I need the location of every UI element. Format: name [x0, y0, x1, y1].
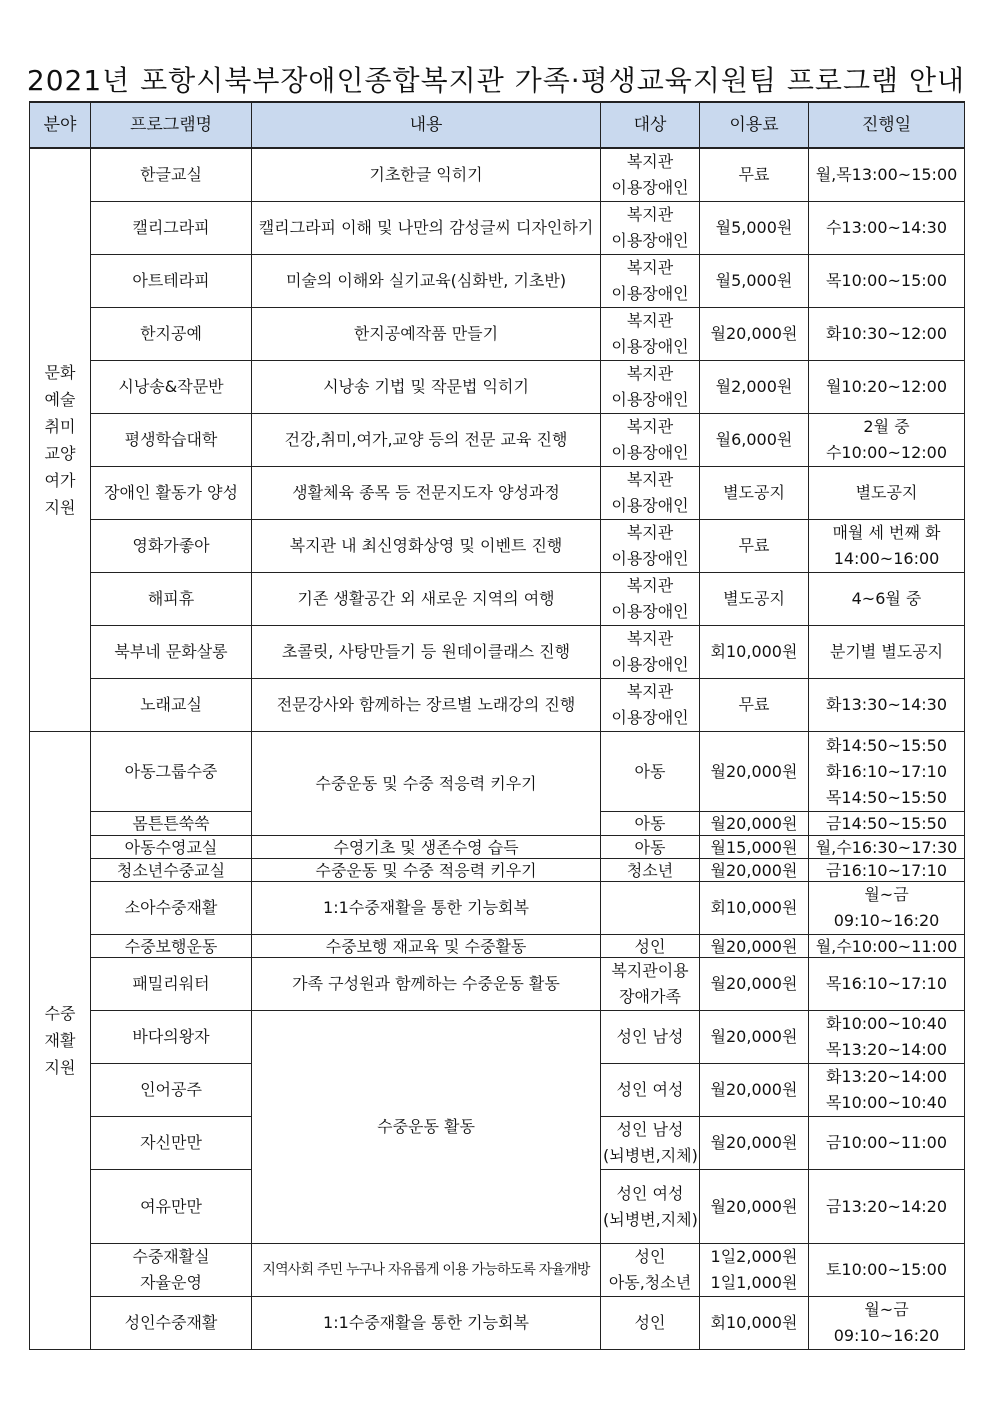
program-name: 수중보행운동 — [91, 935, 252, 958]
program-content: 시낭송 기법 및 작문법 익히기 — [252, 361, 601, 414]
program-name: 시낭송&작문반 — [91, 361, 252, 414]
program-schedule-line: 목10:00~15:00 — [825, 271, 948, 290]
table-row — [30, 361, 965, 414]
program-name-line: 수중재활실 — [132, 1247, 210, 1266]
category-cell-line: 수중 — [44, 1004, 76, 1023]
category-cell-line: 교양 — [44, 444, 76, 463]
program-schedule — [809, 202, 965, 255]
program-name: 캘리그라피 — [91, 202, 252, 255]
program-target-line: 이용장애인 — [611, 549, 689, 568]
program-fee: 회10,000원 — [700, 1297, 809, 1350]
program-target — [601, 1244, 700, 1297]
header-field: 분야 — [30, 102, 91, 148]
table-row — [30, 148, 965, 202]
table-row — [30, 836, 965, 859]
program-target — [601, 958, 700, 1011]
table-row — [30, 1244, 965, 1297]
program-content: 수영기초 및 생존수영 습득 — [252, 836, 601, 859]
program-fee — [700, 1244, 809, 1297]
program-target-line: 성인 — [634, 1247, 666, 1266]
program-schedule — [809, 732, 965, 812]
program-target-line: 복지관 — [626, 523, 674, 542]
program-target-line: 성인 — [634, 936, 666, 956]
program-target-line: 청소년 — [626, 860, 674, 880]
program-schedule — [809, 882, 965, 935]
program-target — [601, 732, 700, 812]
program-schedule — [809, 958, 965, 1011]
program-fee: 월20,000원 — [700, 1064, 809, 1117]
program-target-line: 이용장애인 — [611, 390, 689, 409]
program-content: 1:1수중재활을 통한 기능회복 — [252, 882, 601, 935]
program-schedule-line: 토10:00~15:00 — [825, 1260, 948, 1279]
program-name: 성인수중재활 — [91, 1297, 252, 1350]
program-target-line: 복지관 — [626, 152, 674, 171]
program-name: 패밀리워터 — [91, 958, 252, 1011]
program-target-line: 복지관 — [626, 682, 674, 701]
table-row — [30, 202, 965, 255]
program-schedule — [809, 679, 965, 732]
program-name: 장애인 활동가 양성 — [91, 467, 252, 520]
category-cell-line: 취미 — [44, 417, 76, 436]
table-row — [30, 467, 965, 520]
program-schedule-line: 월,목13:00~15:00 — [815, 165, 958, 184]
program-target-line: 아동 — [634, 837, 666, 857]
program-name: 여유만만 — [91, 1170, 252, 1244]
program-name: 인어공주 — [91, 1064, 252, 1117]
program-schedule-line: 14:00~16:00 — [833, 549, 940, 568]
program-schedule — [809, 467, 965, 520]
table-row — [30, 679, 965, 732]
header-target: 대상 — [601, 102, 700, 148]
program-target-line: 복지관 — [626, 629, 674, 648]
program-schedule — [809, 414, 965, 467]
program-name: 청소년수중교실 — [91, 859, 252, 882]
table-row — [30, 573, 965, 626]
program-target — [601, 1011, 700, 1064]
program-target-line: 아동,청소년 — [608, 1273, 692, 1292]
program-schedule-line: 화16:10~17:10 — [825, 761, 948, 781]
program-content: 지역사회 주민 누구나 자유롭게 이용 가능하도록 자율개방 — [252, 1244, 601, 1297]
program-schedule-line: 월~금 — [864, 1300, 909, 1319]
program-schedule-line: 목13:20~14:00 — [825, 1040, 948, 1059]
program-fee: 월6,000원 — [700, 414, 809, 467]
table-row — [30, 414, 965, 467]
program-name: 아동수영교실 — [91, 836, 252, 859]
program-fee: 별도공지 — [700, 573, 809, 626]
program-schedule-line: 월,수10:00~11:00 — [815, 936, 958, 956]
program-fee: 월5,000원 — [700, 202, 809, 255]
program-fee: 별도공지 — [700, 467, 809, 520]
program-target — [601, 1170, 700, 1244]
program-target-line: 장애가족 — [619, 987, 681, 1006]
table-row — [30, 935, 965, 958]
program-schedule-line: 화10:00~10:40 — [825, 1014, 948, 1033]
program-schedule — [809, 520, 965, 573]
page-title: 2021년 포항시북부장애인종합복지관 가족·평생교육지원팀 프로그램 안내 — [26, 63, 966, 97]
table-row — [30, 958, 965, 1011]
program-content: 수중보행 재교육 및 수중활동 — [252, 935, 601, 958]
program-schedule-line: 목16:10~17:10 — [825, 974, 948, 993]
program-schedule-line: 별도공지 — [855, 483, 918, 502]
program-content: 수중운동 활동 — [252, 1011, 601, 1244]
program-name: 한지공예 — [91, 308, 252, 361]
program-target-line: 복지관 — [626, 311, 674, 330]
program-target-line: 이용장애인 — [611, 602, 689, 621]
program-target-line: 성인 — [634, 1313, 666, 1332]
program-target-line: 성인 남성 — [616, 1120, 684, 1139]
program-fee: 월2,000원 — [700, 361, 809, 414]
table-row — [30, 859, 965, 882]
program-schedule — [809, 1064, 965, 1117]
program-name: 해피휴 — [91, 573, 252, 626]
program-name: 아트테라피 — [91, 255, 252, 308]
program-name: 소아수중재활 — [91, 882, 252, 935]
program-schedule-line: 수10:00~12:00 — [825, 443, 948, 462]
program-name: 한글교실 — [91, 148, 252, 202]
program-schedule-line: 2월 중 — [863, 417, 910, 436]
program-target-line: 복지관 — [626, 417, 674, 436]
program-content: 수중운동 및 수중 적응력 키우기 — [252, 732, 601, 836]
program-schedule-line: 금10:00~11:00 — [825, 1133, 948, 1152]
header-schedule: 진행일 — [809, 102, 965, 148]
category-cell — [30, 732, 91, 1350]
program-fee: 월20,000원 — [700, 732, 809, 812]
program-schedule-line: 화13:20~14:00 — [825, 1067, 948, 1086]
table-row — [30, 255, 965, 308]
program-target-line: 성인 여성 — [616, 1183, 684, 1203]
program-fee: 월20,000원 — [700, 1011, 809, 1064]
program-target-line: (뇌병변,지체) — [603, 1209, 698, 1229]
program-schedule — [809, 1170, 965, 1244]
program-fee: 무료 — [700, 520, 809, 573]
program-target — [601, 308, 700, 361]
program-schedule-line: 목14:50~15:50 — [825, 787, 948, 807]
program-target-line: 복지관 — [626, 576, 674, 595]
program-fee: 무료 — [700, 148, 809, 202]
program-fee: 월20,000원 — [700, 308, 809, 361]
program-content: 가족 구성원과 함께하는 수중운동 활동 — [252, 958, 601, 1011]
program-target-line: 이용장애인 — [611, 178, 689, 197]
program-schedule — [809, 1297, 965, 1350]
table-row — [30, 626, 965, 679]
program-target-line: 성인 여성 — [616, 1080, 684, 1099]
program-target — [601, 573, 700, 626]
program-target — [601, 1297, 700, 1350]
program-schedule-line: 월10:20~12:00 — [825, 377, 948, 396]
program-target — [601, 255, 700, 308]
program-name: 영화가좋아 — [91, 520, 252, 573]
program-schedule-line: 화14:50~15:50 — [825, 735, 948, 755]
program-target — [601, 935, 700, 958]
program-name: 몸튼튼쑥쑥 — [91, 812, 252, 836]
program-schedule-line: 분기별 별도공지 — [829, 642, 944, 661]
program-name: 북부네 문화살롱 — [91, 626, 252, 679]
program-fee: 월20,000원 — [700, 958, 809, 1011]
program-content: 수중운동 및 수중 적응력 키우기 — [252, 859, 601, 882]
category-cell — [30, 148, 91, 732]
table-row — [30, 1297, 965, 1350]
program-target-line: 이용장애인 — [611, 337, 689, 356]
program-schedule-line: 월~금 — [864, 885, 909, 904]
program-target-line: (뇌병변,지체) — [603, 1146, 698, 1165]
table-row — [30, 732, 965, 812]
program-schedule-line: 09:10~16:20 — [833, 1326, 940, 1345]
program-target — [601, 148, 700, 202]
program-schedule-line: 금16:10~17:10 — [825, 860, 948, 880]
program-schedule — [809, 1011, 965, 1064]
program-schedule — [809, 361, 965, 414]
program-target — [601, 679, 700, 732]
program-target — [601, 859, 700, 882]
program-target — [601, 202, 700, 255]
program-content: 기존 생활공간 외 새로운 지역의 여행 — [252, 573, 601, 626]
program-content: 전문강사와 함께하는 장르별 노래강의 진행 — [252, 679, 601, 732]
program-schedule — [809, 859, 965, 882]
program-name: 평생학습대학 — [91, 414, 252, 467]
program-schedule-line: 목10:00~10:40 — [825, 1093, 948, 1112]
program-schedule-line: 금13:20~14:20 — [825, 1196, 948, 1216]
program-schedule — [809, 812, 965, 836]
program-fee: 월20,000원 — [700, 859, 809, 882]
program-target-line: 복지관이용 — [611, 961, 689, 980]
program-content: 미술의 이해와 실기교육(심화반, 기초반) — [252, 255, 601, 308]
program-target-line: 복지관 — [626, 364, 674, 383]
table-row — [30, 308, 965, 361]
program-schedule — [809, 626, 965, 679]
program-fee: 월20,000원 — [700, 935, 809, 958]
program-content: 건강,취미,여가,교양 등의 전문 교육 진행 — [252, 414, 601, 467]
program-fee: 월15,000원 — [700, 836, 809, 859]
program-target-line: 성인 남성 — [616, 1027, 684, 1046]
program-fee: 월20,000원 — [700, 812, 809, 836]
program-schedule-line: 화10:30~12:00 — [825, 324, 948, 343]
program-fee: 월20,000원 — [700, 1117, 809, 1170]
header-program-name: 프로그램명 — [91, 102, 252, 148]
category-cell-line: 여가 — [44, 471, 76, 490]
program-schedule — [809, 255, 965, 308]
table-row — [30, 882, 965, 935]
program-target-line: 이용장애인 — [611, 708, 689, 727]
table-row — [30, 520, 965, 573]
program-fee: 월5,000원 — [700, 255, 809, 308]
category-cell-line: 예술 — [44, 390, 76, 409]
program-content: 복지관 내 최신영화상영 및 이벤트 진행 — [252, 520, 601, 573]
program-content: 생활체육 종목 등 전문지도자 양성과정 — [252, 467, 601, 520]
program-schedule-line: 화13:30~14:30 — [825, 695, 948, 714]
program-target-line: 아동 — [634, 761, 666, 781]
program-schedule-line: 월,수16:30~17:30 — [815, 837, 958, 857]
program-schedule-line: 매월 세 번째 화 — [832, 523, 941, 542]
program-target-line: 복지관 — [626, 258, 674, 277]
program-schedule-line: 4~6월 중 — [851, 589, 922, 608]
program-fee: 회10,000원 — [700, 626, 809, 679]
header-row — [30, 102, 965, 148]
table-row — [30, 1011, 965, 1064]
program-fee: 월20,000원 — [700, 1170, 809, 1244]
program-content: 1:1수중재활을 통한 기능회복 — [252, 1297, 601, 1350]
program-schedule-line: 09:10~16:20 — [833, 911, 940, 930]
program-target-line: 복지관 — [626, 470, 674, 489]
program-name-line: 자율운영 — [140, 1273, 202, 1292]
program-table — [29, 101, 965, 1350]
program-schedule — [809, 573, 965, 626]
program-schedule — [809, 836, 965, 859]
program-name: 노래교실 — [91, 679, 252, 732]
category-cell-line: 재활 — [44, 1031, 76, 1050]
program-target-line: 아동 — [634, 814, 666, 833]
program-fee-line: 1일2,000원 — [710, 1247, 798, 1266]
program-schedule — [809, 148, 965, 202]
program-target-line: 이용장애인 — [611, 443, 689, 462]
program-target-line: 이용장애인 — [611, 284, 689, 303]
program-target — [601, 812, 700, 836]
program-content: 초콜릿, 사탕만들기 등 원데이클래스 진행 — [252, 626, 601, 679]
program-content: 캘리그라피 이해 및 나만의 감성글씨 디자인하기 — [252, 202, 601, 255]
program-content: 기초한글 익히기 — [252, 148, 601, 202]
program-target — [601, 467, 700, 520]
category-cell-line: 문화 — [44, 363, 76, 382]
program-schedule-line: 금14:50~15:50 — [825, 814, 948, 833]
program-schedule — [809, 1244, 965, 1297]
program-target — [601, 520, 700, 573]
program-schedule-line: 수13:00~14:30 — [825, 218, 948, 237]
program-fee: 회10,000원 — [700, 882, 809, 935]
program-target — [601, 882, 700, 935]
program-target-line: 이용장애인 — [611, 231, 689, 250]
program-target-line: 이용장애인 — [611, 655, 689, 674]
program-schedule — [809, 308, 965, 361]
program-schedule — [809, 935, 965, 958]
program-fee-line: 1일1,000원 — [710, 1273, 798, 1292]
program-target — [601, 836, 700, 859]
program-target — [601, 1117, 700, 1170]
program-fee: 무료 — [700, 679, 809, 732]
program-content: 한지공예작품 만들기 — [252, 308, 601, 361]
program-target-line: 이용장애인 — [611, 496, 689, 515]
header-content: 내용 — [252, 102, 601, 148]
category-cell-line: 지원 — [44, 498, 76, 517]
program-schedule — [809, 1117, 965, 1170]
program-target — [601, 361, 700, 414]
category-cell-line: 지원 — [44, 1058, 76, 1077]
header-fee: 이용료 — [700, 102, 809, 148]
program-name: 아동그룹수중 — [91, 732, 252, 812]
program-target — [601, 1064, 700, 1117]
program-name — [91, 1244, 252, 1297]
program-name: 바다의왕자 — [91, 1011, 252, 1064]
program-target-line: 복지관 — [626, 205, 674, 224]
program-name: 자신만만 — [91, 1117, 252, 1170]
program-target — [601, 626, 700, 679]
program-target — [601, 414, 700, 467]
